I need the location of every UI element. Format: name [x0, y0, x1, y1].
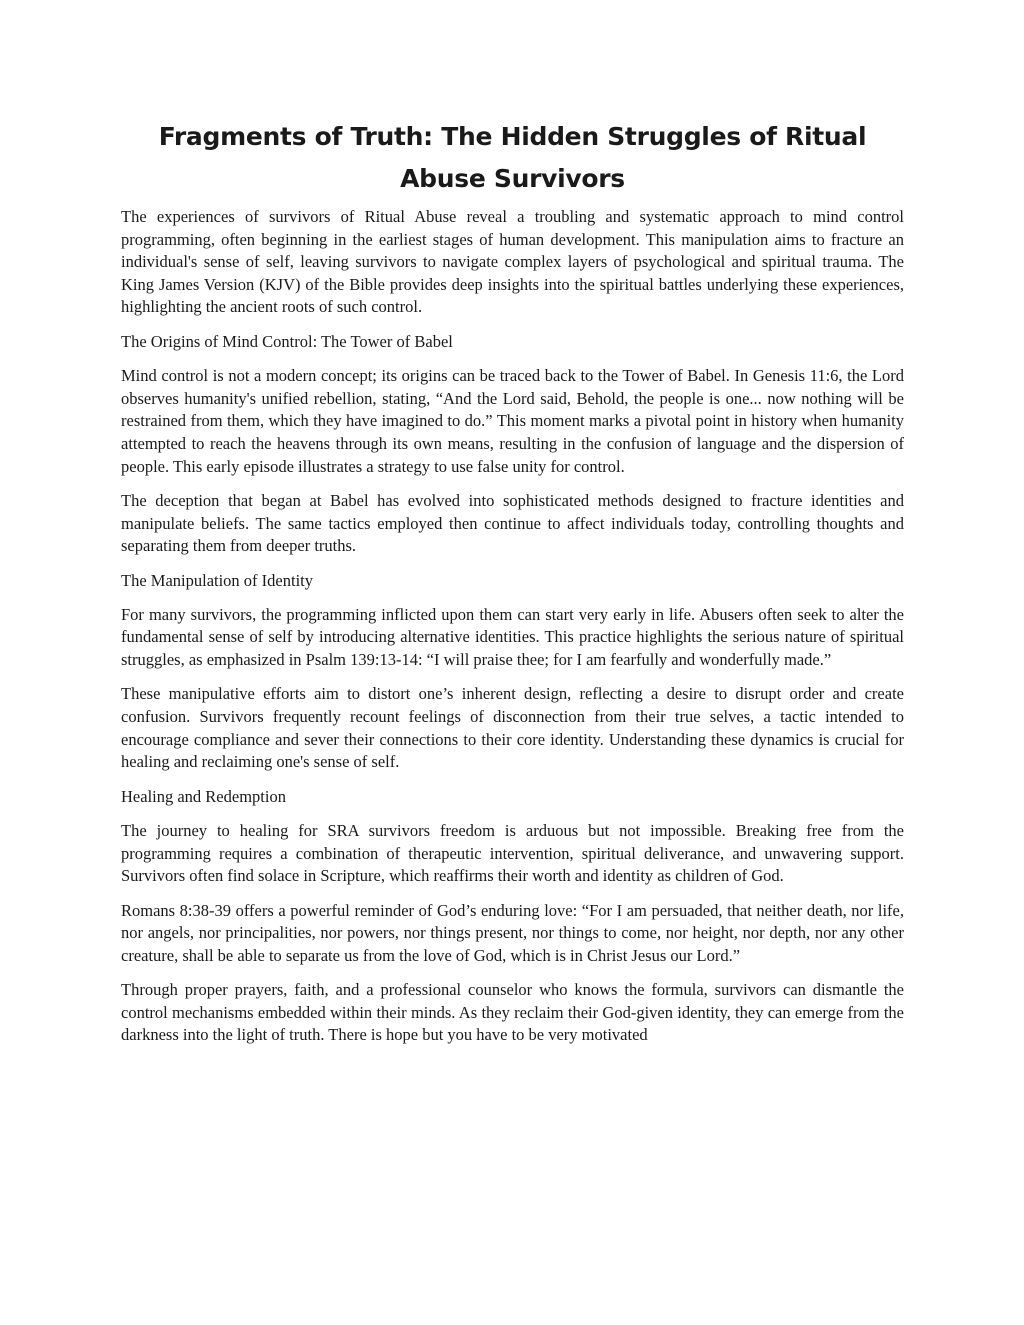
paragraph-babel: Mind control is not a modern concept; its origins can be traced back to the Tower of Babel. In Genesis 11:6, the Lord observes humanity's unified rebellion, stating, “And the Lord said, Behold, the people is one... now nothing will be restrained from them, which they have imagined to do.” This moment marks a pivotal point in history when humanity attempted to reach the heavens through its own means, resulting in the confusion of language and the dispersion of people. This early episode illustrates a strategy to use false unity for control. — [121, 366, 904, 476]
paragraph-manipulative-efforts: These manipulative efforts aim to distort one’s inherent design, reflecting a desire to disrupt order and create confusion. Survivors frequently recount feelings of disconnection from their true selves, a tactic intended to encourage compliance and sever their connections to their core identity. Understanding these dynamics is crucial for healing and reclaiming one's sense of self. — [121, 684, 904, 772]
document-title: Fragments of Truth: The Hidden Struggles of Ritual Abuse Survivors — [158, 122, 867, 193]
paragraph-closing: Through proper prayers, faith, and a professional counselor who knows the formula, survivors can dismantle the control mechanisms embedded within their minds. As they reclaim their God-given identity, they can emerge from the darkness into the light of truth. There is hope but you have to be very motivated — [121, 980, 904, 1045]
section-heading-healing: Healing and Redemption — [121, 786, 286, 806]
section-heading-identity: The Manipulation of Identity — [121, 570, 313, 590]
paragraph-journey: The journey to healing for SRA survivors freedom is arduous but not impossible. Breaking free from the programming requires a combination of therapeutic intervention, spiritual deliverance, and unwavering support. Survivors often find solace in Scripture, which reaffirms their worth and identity as children of God. — [121, 821, 904, 886]
paragraph-deception: The deception that began at Babel has evolved into sophisticated methods designed to fracture identities and manipulate beliefs. The same tactics employed then continue to affect individuals today, controlling thoughts and separating them from deeper truths. — [121, 490, 904, 556]
intro-paragraph: The experiences of survivors of Ritual Abuse reveal a troubling and systematic approach to mind control programming, often beginning in the earliest stages of human development. This manipulation aims to fracture an individual's sense of self, leaving survivors to navigate complex layers of psychological and spiritual trauma. The King James Version (KJV) of the Bible provides deep insights into the spiritual battles underlying these experiences, highlighting the ancient roots of such control. — [121, 207, 904, 317]
document-page — [121, 116, 904, 1047]
section-heading-origins: The Origins of Mind Control: The Tower of Babel — [121, 331, 453, 351]
paragraph-romans: Romans 8:38-39 offers a powerful reminder of God’s enduring love: “For I am persuaded, that neither death, nor life, nor angels, nor principalities, nor powers, nor things present, nor things to come, nor height, nor depth, nor any other creature, shall be able to separate us from the love of God, which is in Christ Jesus our Lord.” — [121, 900, 904, 965]
paragraph-programming: For many survivors, the programming inflicted upon them can start very early in life. Abusers often seek to alter the fundamental sense of self by introducing alternative identities. This practice highlights the serious nature of spiritual struggles, as emphasized in Psalm 139:13-14: “I will praise thee; for I am fearfully and wonderfully made.” — [121, 604, 904, 670]
